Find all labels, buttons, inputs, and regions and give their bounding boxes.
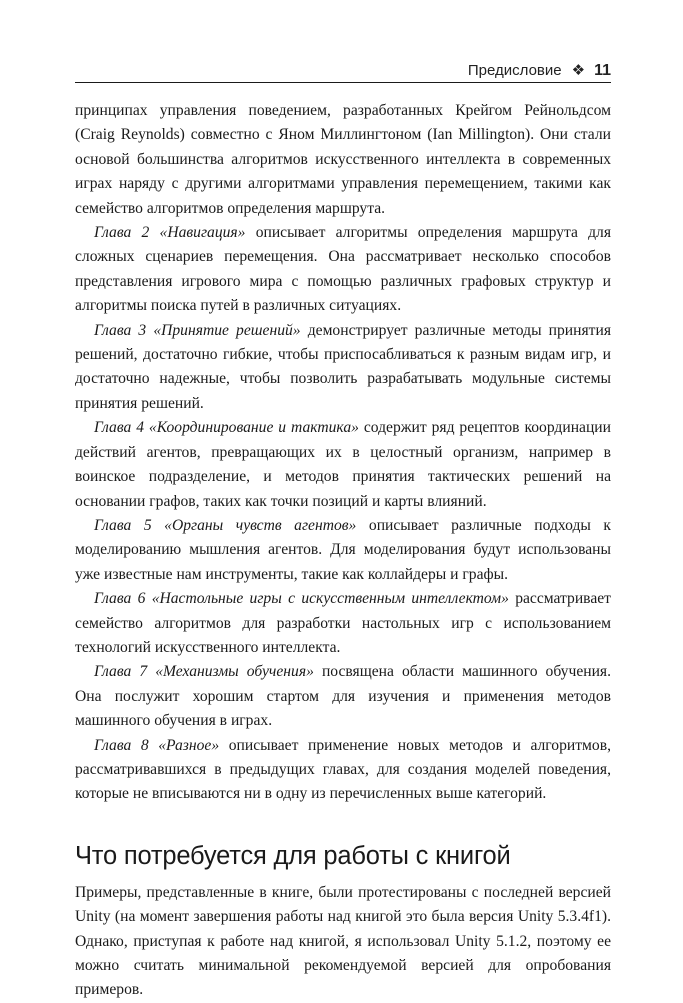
chapter-5-title: Глава 5 «Органы чувств агентов»: [94, 516, 357, 534]
chapter-3-paragraph: [75, 319, 611, 417]
page-number: 11: [594, 62, 611, 79]
chapter-4-paragraph: [75, 416, 611, 514]
chapter-7-paragraph: [75, 660, 611, 733]
chapter-3-description: демонстрирует различные методы принятия решений, достаточно гибкие, чтобы приспосабливаться к разным видам игр, и достаточно надежные, чтобы позволить разрабатывать модульные системы принятия решений.: [75, 321, 611, 412]
chapter-7-title: Глава 7 «Механизмы обучения»: [94, 663, 314, 681]
chapter-7-description: посвящена области машинного обучения. Она послужит хорошим стартом для изучения и применения методов машинного обучения в играх.: [75, 663, 612, 730]
chapter-4-title: Глава 4 «Координирование и тактика»: [94, 419, 359, 437]
header-right: [468, 60, 611, 82]
chapter-8-description: описывает применение новых методов и алгоритмов, рассматривавшихся в предыдущих главах, для создания моделей поведения, которые не вписываются ни в одну из перечисленных выше категорий.: [75, 736, 611, 803]
chapter-8-paragraph: [75, 734, 611, 807]
chapter-8-title: Глава 8 «Разное»: [94, 736, 220, 754]
page-body: [75, 99, 611, 1003]
chapter-3-title: Глава 3 «Принятие решений»: [94, 321, 301, 339]
section-heading: Что потребуется для работы с книгой: [75, 841, 511, 870]
header-separator-icon: ❖: [571, 62, 586, 79]
chapter-2-title: Глава 2 «Навигация»: [94, 224, 246, 242]
chapter-6-title: Глава 6 «Настольные игры с искусственным интеллектом»: [94, 590, 509, 608]
section-paragraph: Примеры, представленные в книге, были протестированы с последней версией Unity (на момент завершения работы над книгой это была версия Unity 5.3.4f1). Однако, приступая к работе над книгой, я использовал Unity 5.1.2, поэтому ее можно считать минимальной рекомендуемой версией для опробования примеров.: [75, 883, 611, 999]
running-header: [75, 60, 611, 83]
chapter-6-paragraph: [75, 587, 611, 660]
chapter-5-description: описывает различные подходы к моделированию мышления агентов. Для моделирования будут использованы уже известные нам инструменты, такие как коллайдеры и графы.: [75, 516, 611, 583]
intro-paragraph: принципах управления поведением, разработанных Крейгом Рейнольдсом (Craig Reynolds) совместно с Яном Миллингтоном (Ian Millington). Они стали основой большинства алгоритмов искусственного интеллекта в современных играх наряду с другими алгоритмами управления перемещением, такими как семейство алгоритмов определения маршрута.: [75, 102, 611, 217]
chapter-6-description: рассматривает семейство алгоритмов для разработки настольных игр с использованием технологий искусственного интеллекта.: [75, 590, 611, 656]
header-section-title: Предисловие: [467, 62, 562, 79]
chapter-5-paragraph: [75, 514, 611, 587]
chapter-4-description: содержит ряд рецептов координации действий агентов, превращающих их в целостный организм, например в воинское подразделение, и методов принятия тактических решений на основании графов, таких как точки позиций и карты влияний.: [75, 419, 611, 510]
chapter-2-description: описывает алгоритмы определения маршрута для сложных сценариев перемещения. Она рассматривает несколько способов представления игрового мира с помощью различных графовых структур и алгоритмы поиска путей в различных ситуациях.: [75, 224, 611, 315]
chapter-2-paragraph: [75, 221, 611, 319]
